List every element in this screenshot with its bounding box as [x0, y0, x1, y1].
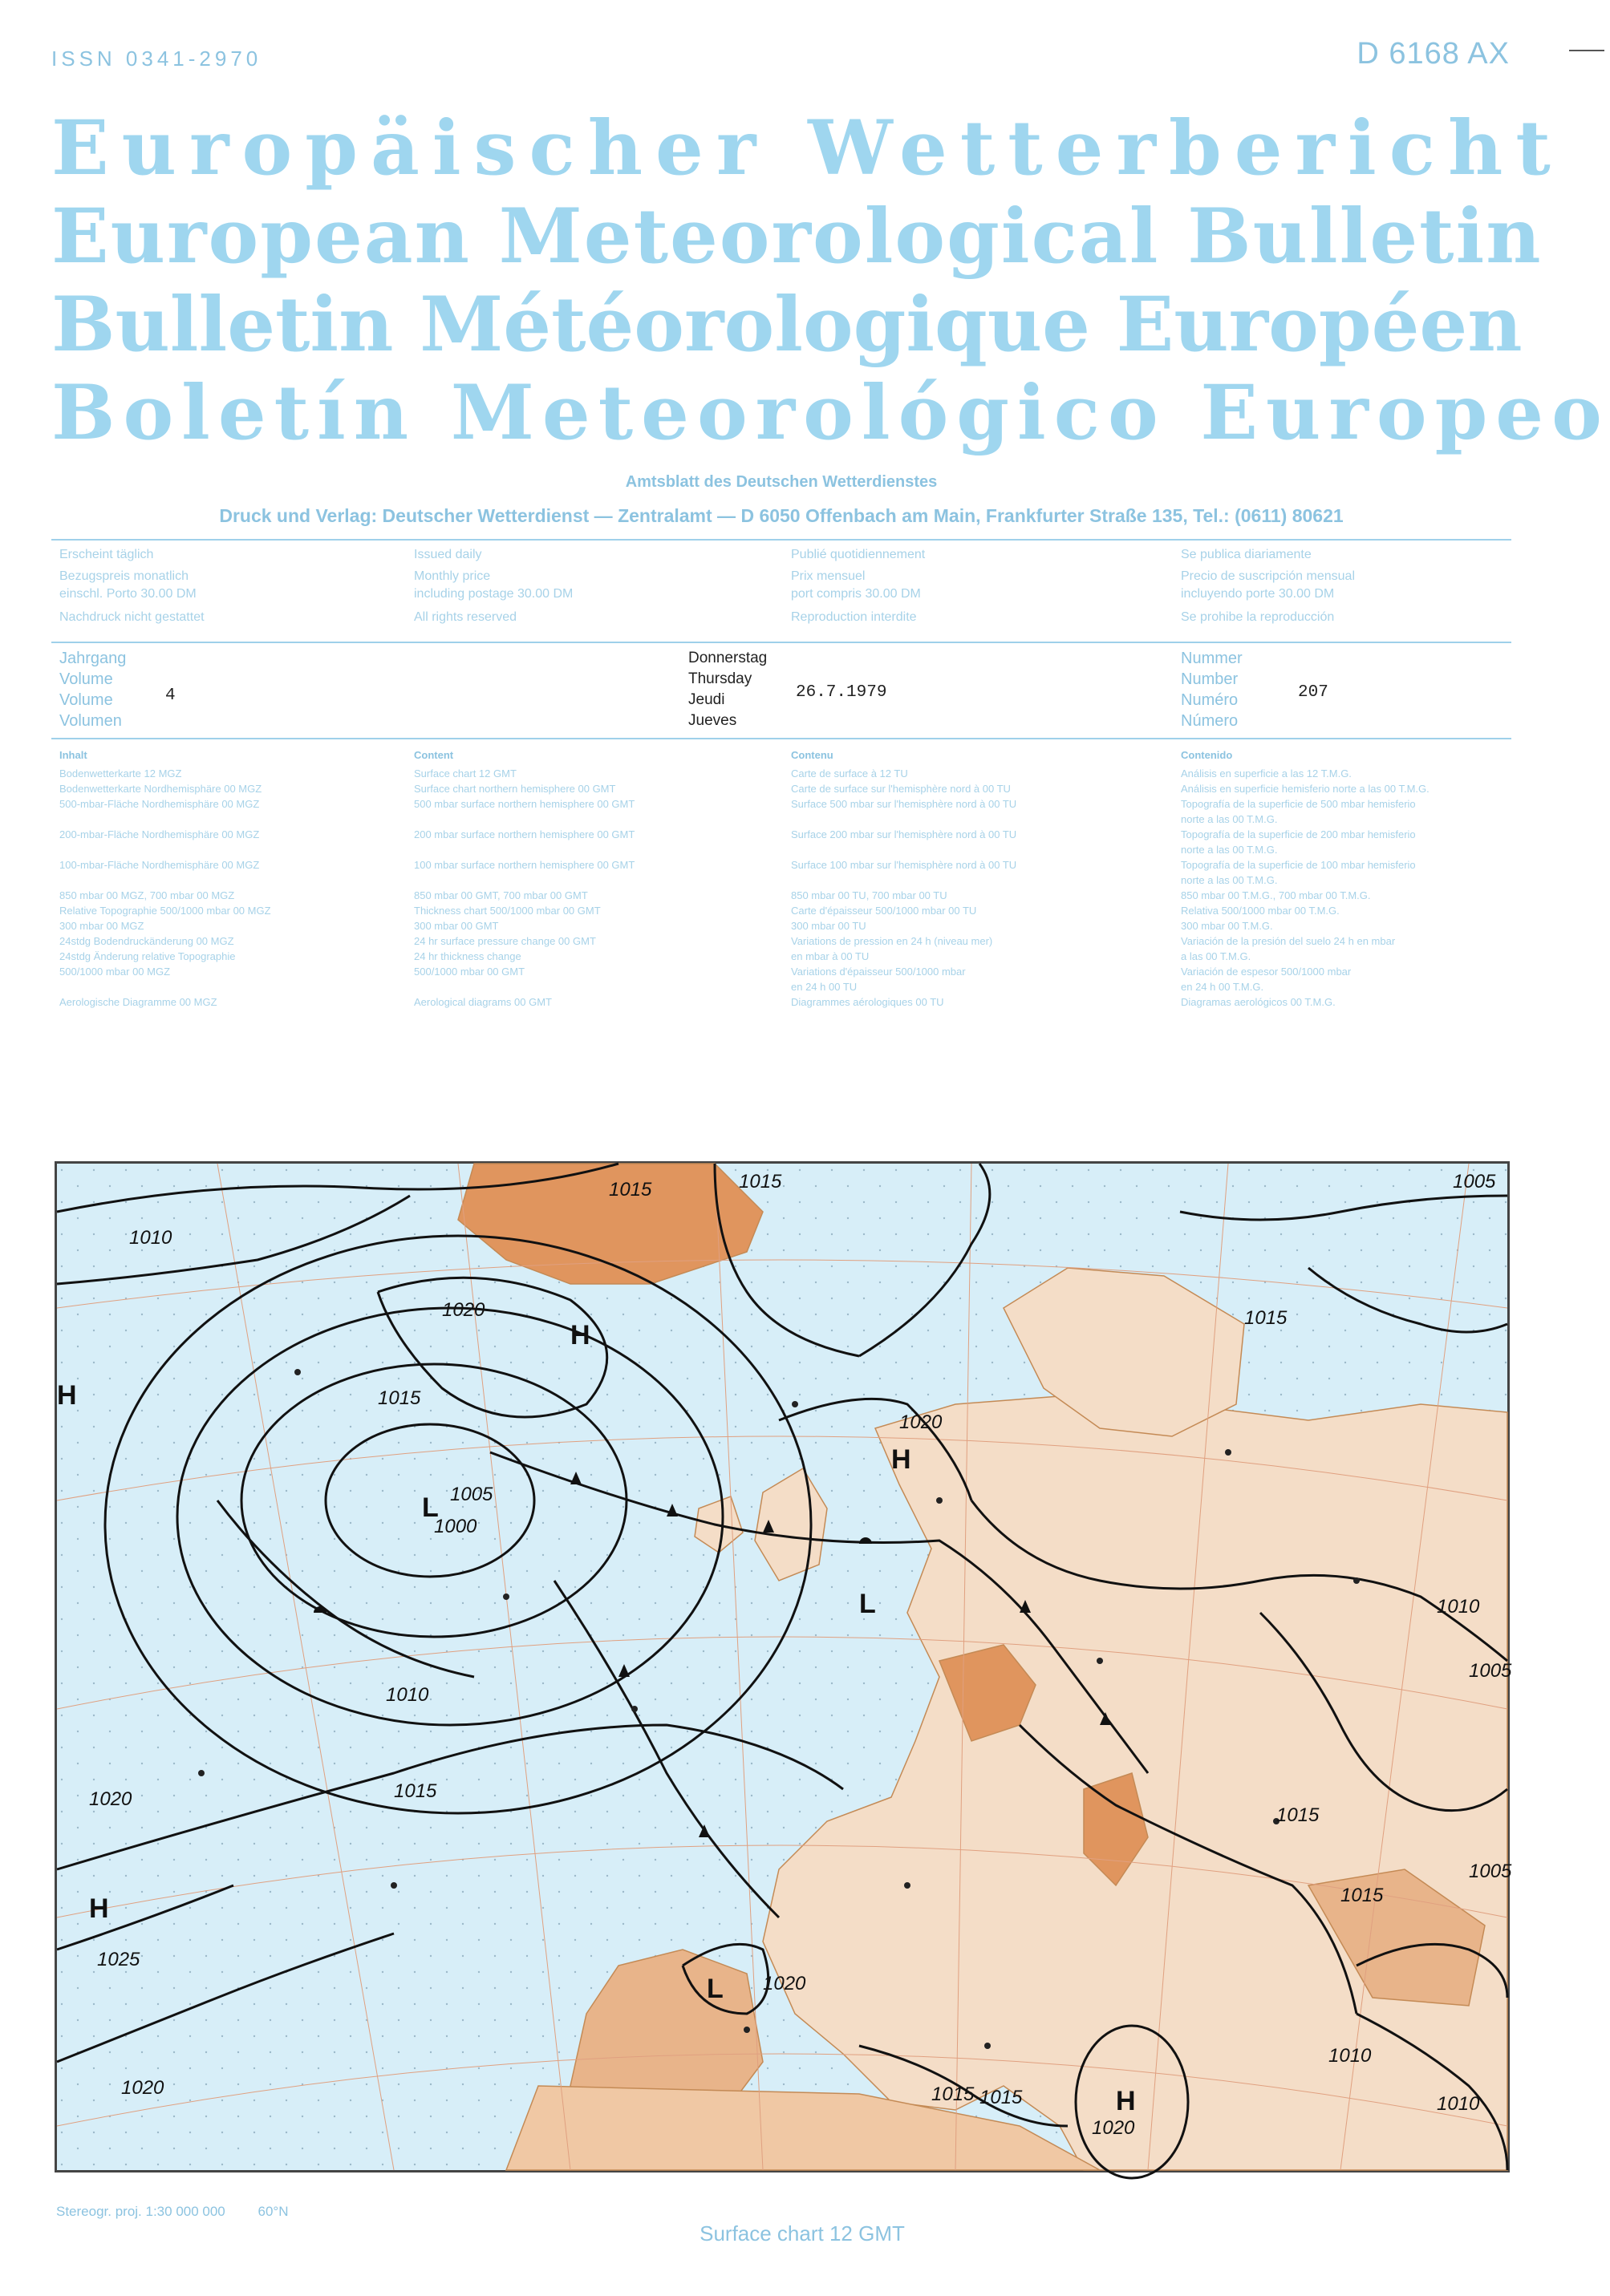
weekday-label: Donnerstag	[688, 650, 768, 666]
contents-item: Topografía de la superficie de 100 mbar hemisferio	[1181, 859, 1416, 871]
station-mark	[1225, 1449, 1231, 1456]
title-english: European Meteorological Bulletin	[51, 192, 1543, 281]
contents-item: Surface 500 mbar sur l'hemisphère nord à 00 TU	[791, 798, 1017, 810]
info-line: Prix mensuel	[791, 569, 866, 583]
weekday-label: Jeudi	[688, 691, 725, 708]
isobar-label: 1005	[450, 1484, 493, 1505]
contents-item: Bodenwetterkarte 12 MGZ	[59, 767, 182, 780]
divider	[51, 539, 1511, 541]
contents-item: 200 mbar surface northern hemisphere 00 GMT	[414, 828, 635, 840]
station-mark	[936, 1497, 943, 1504]
contents-item: Thickness chart 500/1000 mbar 00 GMT	[414, 905, 601, 917]
station-mark	[984, 2043, 991, 2049]
weather-map-graphic	[57, 1164, 1512, 2170]
title-spanish: Boletín Meteorológico Europeo	[51, 369, 1610, 457]
contents-item: Carte d'épaisseur 500/1000 mbar 00 TU	[791, 905, 977, 917]
info-line: Precio de suscripción mensual	[1181, 569, 1355, 583]
isobar-label: 1015	[979, 2087, 1023, 2108]
corner-mark	[1569, 50, 1604, 51]
official-note: Amtsblatt des Deutschen Wetterdienstes	[625, 473, 938, 491]
contents-item: 500/1000 mbar 00 GMT	[414, 966, 525, 978]
info-line: Se prohibe la reproducción	[1181, 610, 1335, 624]
number-label: Numéro	[1181, 691, 1239, 709]
contents-column-de	[59, 747, 271, 1010]
contents-item: Relativa 500/1000 mbar 00 T.M.G.	[1181, 905, 1340, 917]
contents-item: Variación de la presión del suelo 24 h en mbar	[1181, 935, 1396, 947]
map-caption: Surface chart 12 GMT	[700, 2221, 905, 2245]
issn-number: ISSN 0341-2970	[51, 47, 262, 71]
volume-label: Volume	[59, 670, 113, 688]
spacer	[414, 842, 635, 857]
isobar-label: 1015	[1244, 1307, 1288, 1329]
latitude-text: 60°N	[258, 2204, 289, 2219]
contents-item: Relative Topographie 500/1000 mbar 00 MGZ	[59, 905, 271, 917]
contents-item: norte a las 00 T.M.G.	[1181, 813, 1278, 825]
contents-item: Surface 200 mbar sur l'hemisphère nord à 00 TU	[791, 828, 1017, 840]
high-pressure-center: H	[1116, 2086, 1136, 2116]
contents-item: Diagramas aerológicos 00 T.M.G.	[1181, 996, 1336, 1008]
projection-text: Stereogr. proj. 1:30 000 000	[56, 2204, 225, 2219]
contents-item: a las 00 T.M.G.	[1181, 950, 1251, 962]
contents-item: Carte de surface à 12 TU	[791, 767, 908, 780]
info-column-es	[1181, 544, 1355, 628]
contents-item: 300 mbar 00 GMT	[414, 920, 499, 932]
low-pressure-center: L	[707, 1974, 724, 2004]
isobar-label: 1000	[434, 1516, 477, 1537]
contents-item: norte a las 00 T.M.G.	[1181, 844, 1278, 856]
contents-item: Variations d'épaisseur 500/1000 mbar	[791, 966, 966, 978]
isobar-label: 1020	[89, 1788, 132, 1810]
title-french: Bulletin Météorologique Européen	[51, 281, 1523, 369]
high-pressure-center: H	[57, 1380, 77, 1411]
weekday-labels	[688, 648, 767, 731]
info-column-en	[414, 544, 573, 628]
isobar-label: 1005	[1469, 1861, 1512, 1882]
info-line: including postage 30.00 DM	[414, 587, 574, 601]
isobar-label: 1010	[1328, 2045, 1372, 2067]
info-line: Bezugspreis monatlich	[59, 569, 189, 583]
isobar-label: 1010	[1437, 1596, 1480, 1618]
isobar-label: 1020	[763, 1973, 806, 1994]
contents-item: 850 mbar 00 TU, 700 mbar 00 TU	[791, 889, 947, 901]
isobar-label: 1020	[121, 2077, 164, 2099]
contents-item: Análisis en superficie hemisferio norte a las 00 T.M.G.	[1181, 783, 1430, 795]
contents-item: 300 mbar 00 MGZ	[59, 920, 144, 932]
station-mark	[1353, 1577, 1360, 1584]
contents-item: Variación de espesor 500/1000 mbar	[1181, 966, 1352, 978]
contents-item: Carte de surface sur l'hemisphère nord à 00 TU	[791, 783, 1011, 795]
title-block	[51, 104, 1610, 457]
isobar-label: 1005	[1453, 1171, 1496, 1193]
station-mark	[503, 1593, 509, 1600]
divider	[51, 738, 1511, 739]
station-mark	[1097, 1658, 1103, 1664]
info-line: einschl. Porto 30.00 DM	[59, 587, 197, 601]
isobar-label: 1020	[899, 1411, 943, 1433]
contents-item: 300 mbar 00 T.M.G.	[1181, 920, 1273, 932]
contents-item: Surface 100 mbar sur l'hemisphère nord à 00 TU	[791, 859, 1017, 871]
info-line: Monthly price	[414, 569, 491, 583]
contents-item: Aerologische Diagramme 00 MGZ	[59, 996, 217, 1008]
number-label: Number	[1181, 670, 1239, 688]
weekday-label: Jueves	[688, 712, 737, 729]
isobar-label: 1015	[378, 1387, 421, 1409]
isobar-label: 1015	[1276, 1804, 1320, 1826]
contents-heading: Inhalt	[59, 749, 87, 761]
title-german: Europäischer Wetterbericht	[51, 104, 1563, 192]
spacer	[414, 979, 635, 994]
isobar-label: 1015	[609, 1179, 652, 1201]
weekday-label: Thursday	[688, 670, 752, 687]
spacer	[791, 812, 1016, 827]
contents-column-en	[414, 747, 635, 1010]
isobar-label: 1010	[1437, 2093, 1480, 2115]
isobar-label: 1015	[931, 2083, 975, 2105]
contents-item: 850 mbar 00 T.M.G., 700 mbar 00 T.M.G.	[1181, 889, 1371, 901]
contents-item: Topografía de la superficie de 500 mbar hemisferio	[1181, 798, 1416, 810]
low-pressure-center: L	[859, 1589, 876, 1619]
station-mark	[391, 1882, 397, 1889]
number-labels	[1181, 648, 1243, 731]
isobar-label: 1015	[739, 1171, 782, 1193]
contents-item: 850 mbar 00 MGZ, 700 mbar 00 MGZ	[59, 889, 235, 901]
surface-weather-map	[55, 1161, 1510, 2172]
contents-item: 24stdg Änderung relative Topographie	[59, 950, 236, 962]
spacer	[791, 842, 1016, 857]
isobar-label: 1010	[129, 1227, 172, 1249]
contents-item: 24 hr thickness change	[414, 950, 521, 962]
spacer	[59, 812, 271, 827]
contents-item: norte a las 00 T.M.G.	[1181, 874, 1278, 886]
contents-item: 500 mbar surface northern hemisphere 00 GMT	[414, 798, 635, 810]
info-column-de	[59, 544, 205, 628]
info-line: Reproduction interdite	[791, 610, 917, 624]
contents-item: 100-mbar-Fläche Nordhemisphäre 00 MGZ	[59, 859, 260, 871]
spacer	[414, 812, 635, 827]
info-line: Se publica diariamente	[1181, 548, 1312, 561]
volume-value: 4	[165, 686, 176, 705]
contents-item: 500-mbar-Fläche Nordhemisphäre 00 MGZ	[59, 798, 260, 810]
spacer	[59, 873, 271, 888]
info-line: Erscheint täglich	[59, 548, 154, 561]
contents-item: 24 hr surface pressure change 00 GMT	[414, 935, 596, 947]
contents-item: Diagrammes aérologiques 00 TU	[791, 996, 944, 1008]
contents-heading: Contenido	[1181, 749, 1233, 761]
contents-item: en 24 h 00 TU	[791, 981, 858, 993]
number-label: Nummer	[1181, 650, 1243, 667]
station-mark	[792, 1401, 798, 1407]
volume-label: Volume	[59, 691, 113, 709]
spacer	[414, 873, 635, 888]
contents-item: Bodenwetterkarte Nordhemisphäre 00 MGZ	[59, 783, 262, 795]
spacer	[791, 873, 1016, 888]
postal-code: D 6168 AX	[1357, 37, 1510, 71]
info-line: Nachdruck nicht gestattet	[59, 610, 205, 624]
isobar-label: 1015	[1340, 1885, 1384, 1906]
high-pressure-center: H	[891, 1444, 911, 1475]
contents-item: 500/1000 mbar 00 MGZ	[59, 966, 171, 978]
station-mark	[631, 1706, 638, 1712]
map-projection-note	[56, 2204, 317, 2220]
issue-number: 207	[1298, 683, 1328, 702]
isobar-label: 1010	[386, 1684, 429, 1706]
info-column-fr	[791, 544, 925, 628]
contents-item: Análisis en superficie a las 12 T.M.G.	[1181, 767, 1352, 780]
publisher-line: Druck und Verlag: Deutscher Wetterdienst — Zentralamt — D 6050 Offenbach am Main, Frankfurter Straße 135, Tel.: (0611) 80621	[219, 505, 1344, 526]
station-mark	[904, 1882, 910, 1889]
volume-label: Volumen	[59, 712, 122, 730]
contents-heading: Content	[414, 749, 454, 761]
contents-item: Aerological diagrams 00 GMT	[414, 996, 552, 1008]
high-pressure-center: H	[570, 1320, 590, 1350]
contents-item: Surface chart 12 GMT	[414, 767, 517, 780]
contents-heading: Contenu	[791, 749, 833, 761]
info-line: Issued daily	[414, 548, 482, 561]
contents-item: 850 mbar 00 GMT, 700 mbar 00 GMT	[414, 889, 588, 901]
station-mark	[744, 2027, 750, 2033]
info-line: Publié quotidiennement	[791, 548, 926, 561]
divider	[51, 642, 1511, 643]
contents-item: Surface chart northern hemisphere 00 GMT	[414, 783, 616, 795]
high-pressure-center: H	[89, 1893, 109, 1924]
contents-item: 300 mbar 00 TU	[791, 920, 866, 932]
info-line: All rights reserved	[414, 610, 517, 624]
info-line: port compris 30.00 DM	[791, 587, 921, 601]
volume-label: Jahrgang	[59, 650, 127, 667]
contents-column-es	[1181, 747, 1430, 1010]
contents-item: Topografía de la superficie de 200 mbar hemisferio	[1181, 828, 1416, 840]
volume-labels	[59, 648, 126, 731]
spacer	[59, 842, 271, 857]
isobar-label: 1015	[394, 1780, 437, 1802]
issue-date: 26.7.1979	[796, 683, 887, 702]
contents-item: Variations de pression en 24 h (niveau mer)	[791, 935, 993, 947]
contents-item: 24stdg Bodendruckänderung 00 MGZ	[59, 935, 234, 947]
contents-item: en 24 h 00 T.M.G.	[1181, 981, 1264, 993]
spacer	[59, 979, 271, 994]
contents-item: 200-mbar-Fläche Nordhemisphäre 00 MGZ	[59, 828, 260, 840]
isobar-label: 1020	[1092, 2117, 1135, 2139]
isobar-label: 1005	[1469, 1660, 1512, 1682]
info-line: incluyendo porte 30.00 DM	[1181, 587, 1335, 601]
isobar-label: 1025	[97, 1949, 140, 1970]
number-label: Número	[1181, 712, 1239, 730]
contents-item: en mbar à 00 TU	[791, 950, 870, 962]
contents-item: 100 mbar surface northern hemisphere 00 GMT	[414, 859, 635, 871]
station-mark	[294, 1369, 301, 1375]
station-mark	[198, 1770, 205, 1776]
low-pressure-center: L	[422, 1492, 439, 1523]
contents-column-fr	[791, 747, 1016, 1010]
isobar-label: 1020	[442, 1299, 485, 1321]
